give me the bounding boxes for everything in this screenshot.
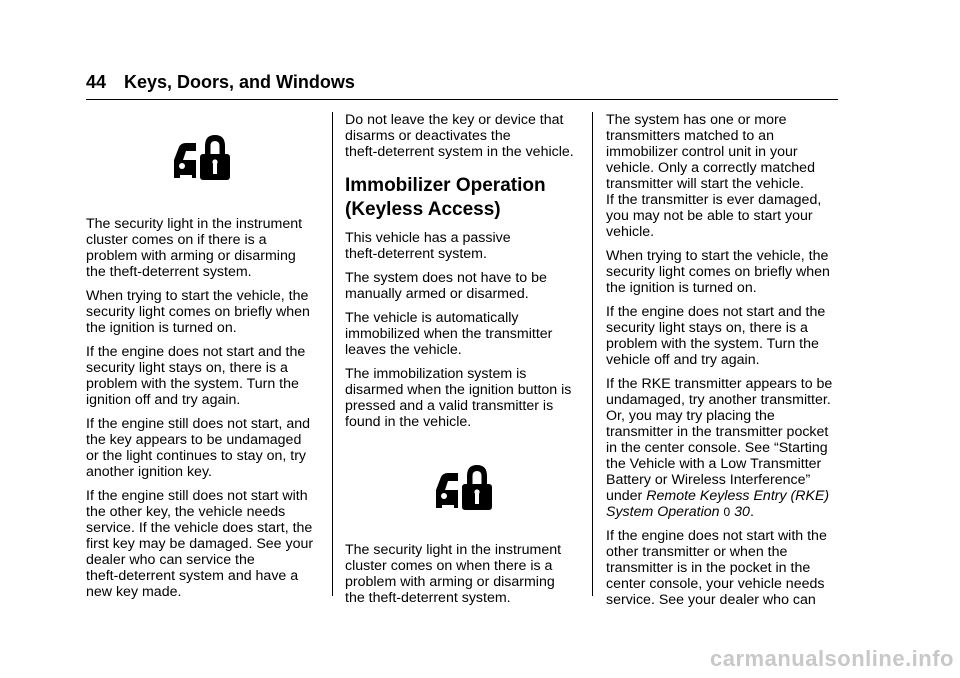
period: . [749,504,754,520]
paragraph: When trying to start the vehicle, the security light comes on briefly when the ignition is turned on. [606,248,830,296]
cross-reference-page[interactable]: 30 [734,504,750,520]
paragraph: This vehicle has a passive theft-deterrent system. [345,230,511,262]
column-3 [606,112,842,616]
paragraph: The security light in the instrument cluster comes on when there is a problem with arming or disarming the theft-deterrent system. [345,542,562,606]
paragraph: The security light in the instrument cluster comes on if there is a problem with arming or disarming the theft-deterrent system. [86,216,303,280]
paragraph: Do not leave the key or device that disarms or deactivates the theft-deterrent system in the vehicle. [345,112,574,160]
page-number: 44 [86,72,107,92]
page-title: Keys, Doors, and Windows [124,72,355,92]
paragraph-text: If the RKE transmitter appears to be undamaged, try another transmitter. Or, you may try placing the transmitter in the transmitter pocket in the center console. See “Starting the Vehicle with a Low Transmitter Battery or Wireless Interference” under [606,376,833,504]
paragraph: The system does not have to be manually armed or disarmed. [345,270,547,302]
page-header [86,72,355,93]
paragraph: If the engine does not start with the other transmitter or when the transmitter is in the pocket in the center console, your vehicle needs service. See your dealer who can [606,528,827,608]
column-1 [86,112,318,608]
watermark: carmanualsonline.info [710,646,954,671]
paragraph: If the engine does not start and the security light stays on, there is a problem with the system. Turn the vehicle off and try again. [606,304,826,368]
paragraph: When trying to start the vehicle, the security light comes on briefly when the ignition is turned on. [86,288,310,336]
section-heading: Immobilizer Operation (Keyless Access) [345,175,546,220]
cross-reference-link[interactable]: Remote Keyless Entry (RKE) System Operation [606,488,830,520]
paragraph: If the engine does not start and the security light stays on, there is a problem with the system. Turn the ignition off and try again. [86,344,306,408]
column-divider [332,112,333,596]
paragraph: The system has one or more transmitters matched to an immobilizer control unit in your vehicle. Only a correctly matched transmitter will start the vehicle. If the transmitter is ever damaged, you may not be able to start your vehicle. [606,112,822,240]
paragraph: If the engine still does not start, and the key appears to be undamaged or the light continues to stay on, try another ignition key. [86,416,310,480]
page-arrow-icon: 0 [723,505,731,519]
security-light-icon [86,132,318,186]
column-divider [592,112,593,596]
paragraph [606,376,842,520]
column-2 [345,112,583,614]
header-rule [86,99,838,100]
paragraph: The immobilization system is disarmed when the ignition button is pressed and a valid transmitter is found in the vehicle. [345,366,572,430]
paragraph: If the engine still does not start with the other key, the vehicle needs service. If the vehicle does start, the first key may be damaged. See your dealer who can service the theft-deterrent system and have a new key made. [86,488,314,600]
security-light-icon [345,462,583,516]
paragraph: The vehicle is automatically immobilized when the transmitter leaves the vehicle. [345,310,553,358]
